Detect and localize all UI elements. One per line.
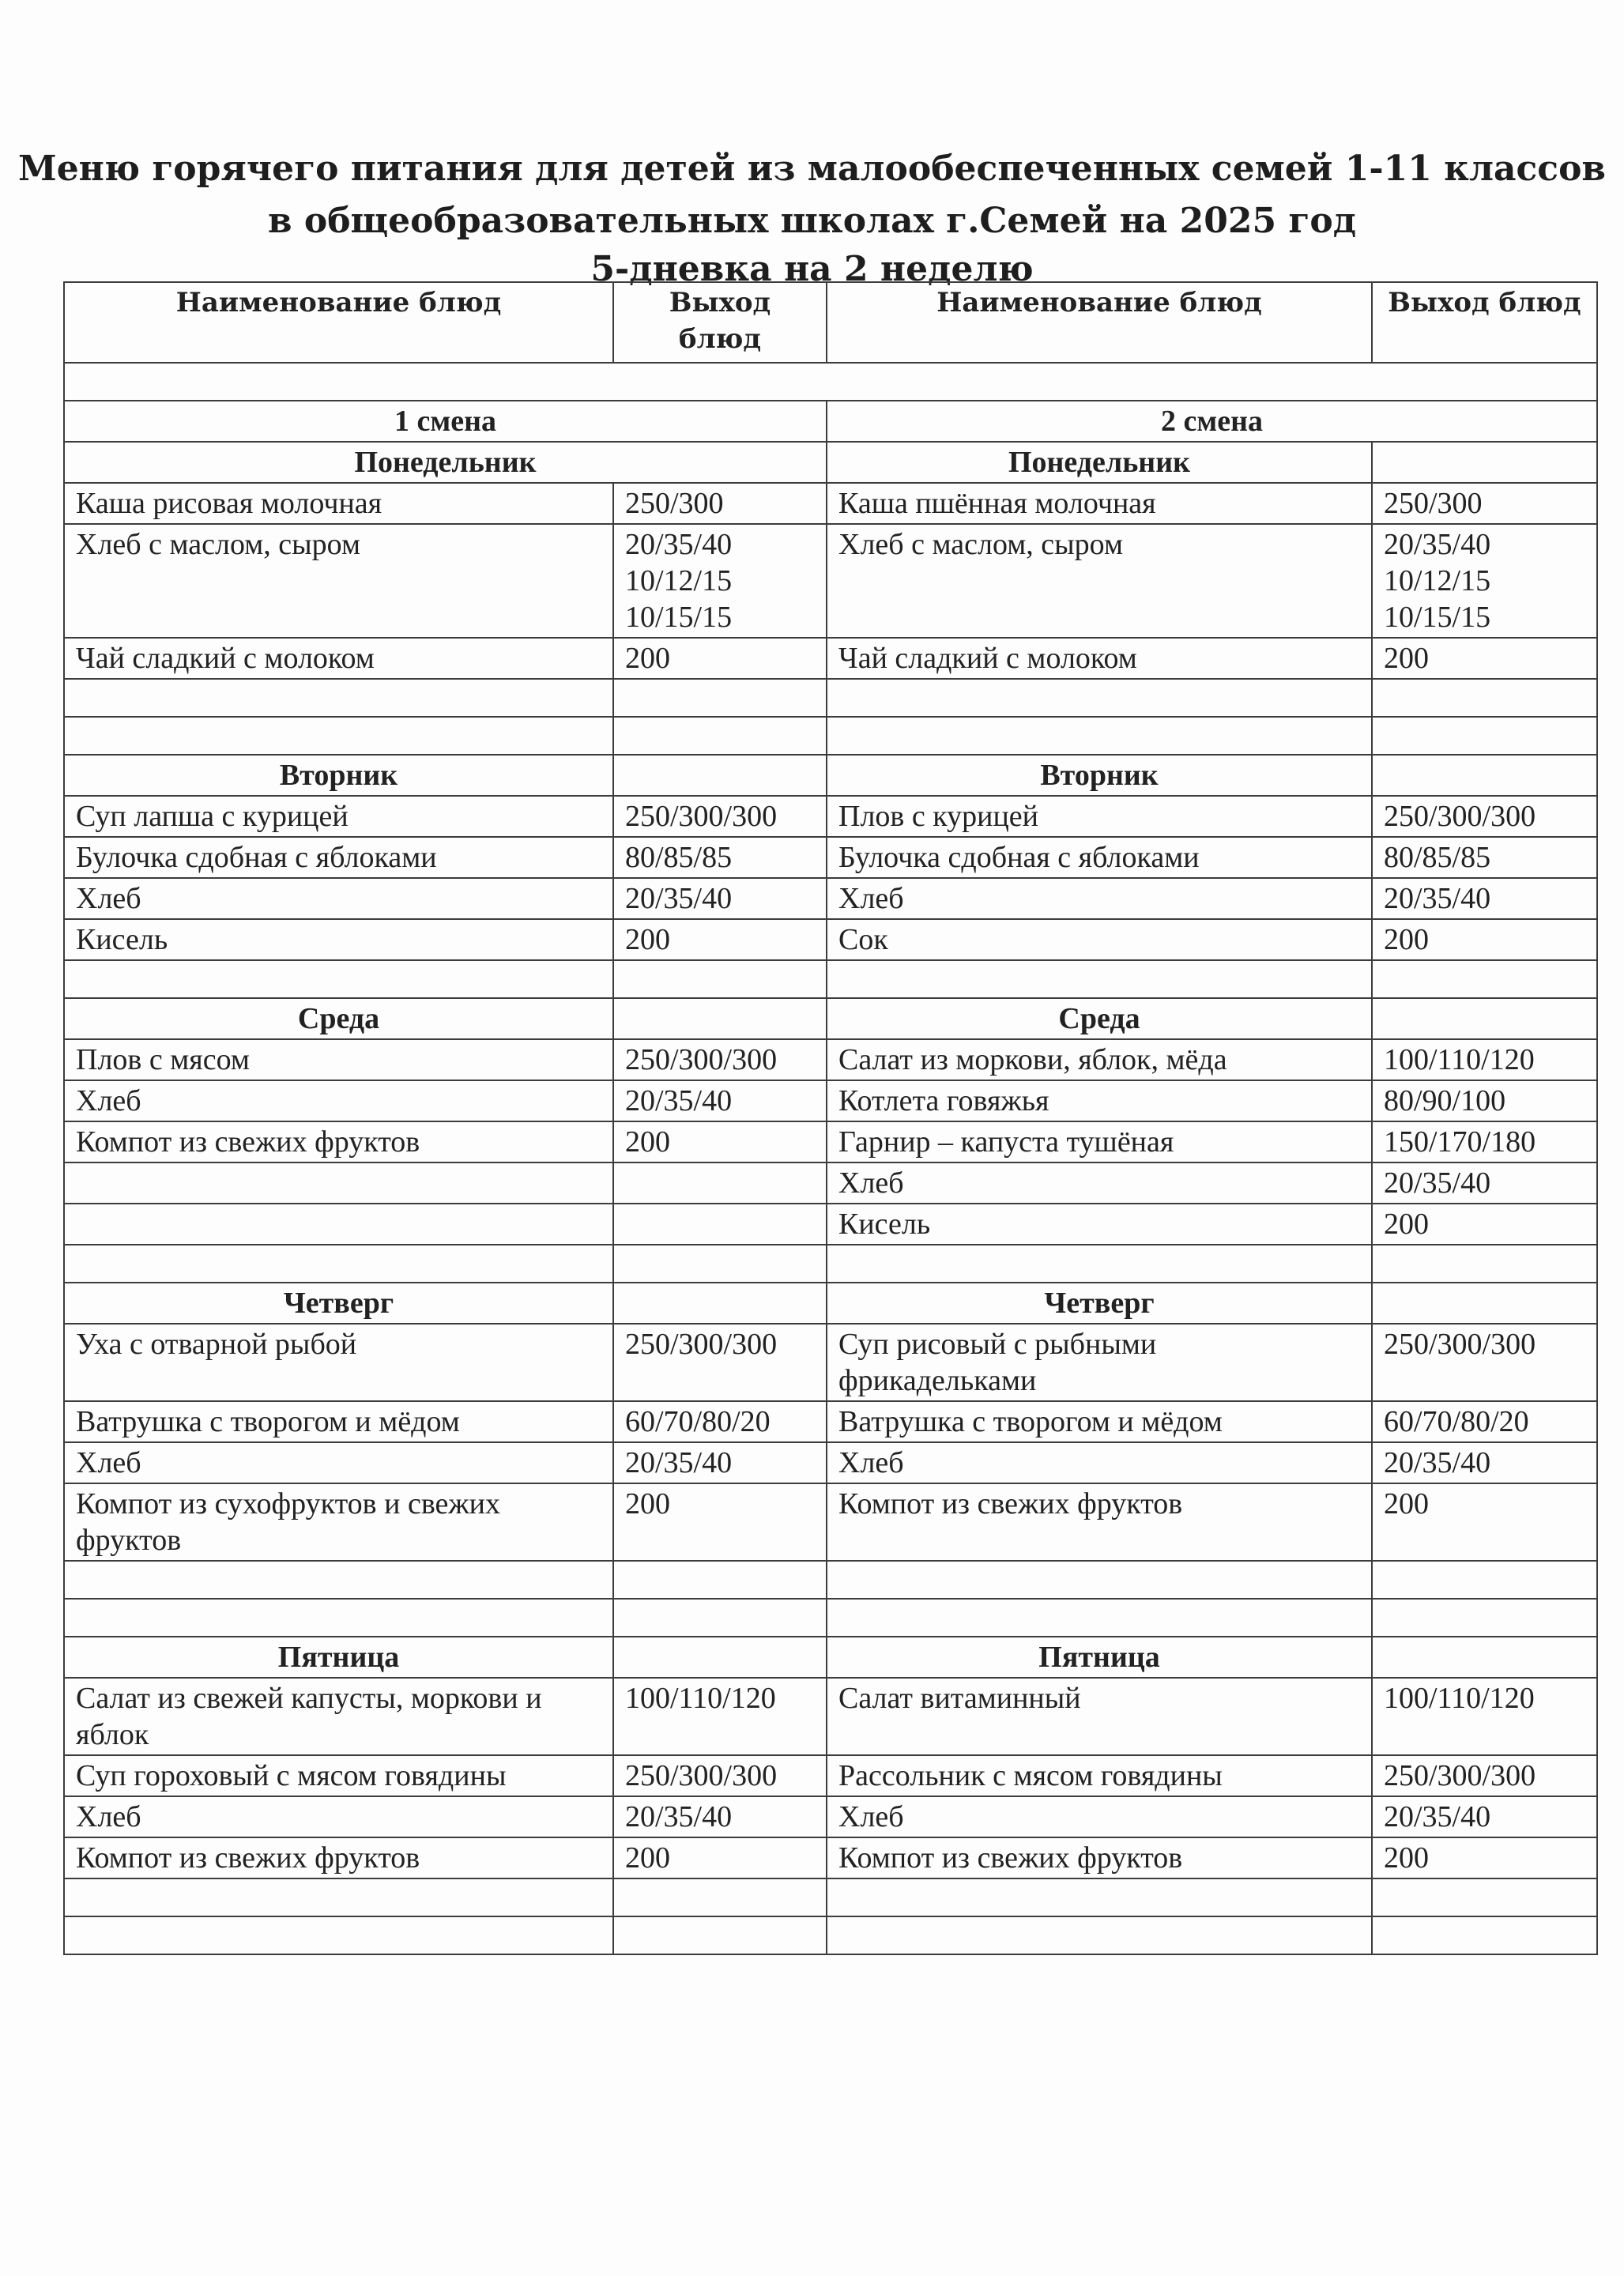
- dish-output: 200: [613, 1483, 827, 1561]
- spacer-row: [64, 363, 1597, 401]
- day-monday: Понедельник: [64, 442, 827, 483]
- empty-row: [64, 1599, 1597, 1637]
- shift-1-label: 1 смена: [64, 401, 827, 442]
- empty-row: [64, 679, 1597, 717]
- dish-output: 250/300: [1372, 483, 1597, 524]
- table-row: [64, 919, 1597, 960]
- dish-output: 200: [613, 1121, 827, 1162]
- table-row: [64, 796, 1597, 837]
- dish-name: Чай сладкий с молоком: [64, 638, 613, 679]
- dish-output: 20/35/40: [1372, 1796, 1597, 1837]
- dish-output: 200: [1372, 1483, 1597, 1561]
- table-row: [64, 1121, 1597, 1162]
- day-thursday: Четверг: [64, 1283, 613, 1324]
- output-value: 20/35/40: [1384, 528, 1491, 561]
- dish-output: 20/35/40: [613, 878, 827, 919]
- dish-output: 250/300/300: [613, 1324, 827, 1401]
- empty-row: [64, 1245, 1597, 1283]
- empty-row: [64, 1916, 1597, 1954]
- day-monday: Понедельник: [827, 442, 1372, 483]
- day-row: [64, 1637, 1597, 1678]
- dish-name: Компот из свежих фруктов: [64, 1837, 613, 1878]
- dish-name: Рассольник с мясом говядины: [827, 1755, 1372, 1796]
- output-value: 10/15/15: [1384, 601, 1491, 634]
- dish-output: 80/90/100: [1372, 1080, 1597, 1121]
- output-value: 10/12/15: [1384, 564, 1491, 597]
- dish-name: Булочка сдобная с яблоками: [827, 837, 1372, 878]
- dish-output: 100/110/120: [1372, 1678, 1597, 1755]
- dish-output: 200: [613, 919, 827, 960]
- day-wednesday: Среда: [827, 998, 1372, 1039]
- dish-name-header: Наименование блюд: [64, 282, 613, 363]
- document-title: Меню горячего питания для детей из малообеспеченных семей 1-11 классов: [17, 149, 1606, 189]
- table-row: [64, 1039, 1597, 1080]
- dish-name: Компот из свежих фруктов: [827, 1837, 1372, 1878]
- day-tuesday: Вторник: [64, 755, 613, 796]
- dish-name: Хлеб: [827, 1796, 1372, 1837]
- dish-output: [613, 524, 827, 638]
- table-row: [64, 1837, 1597, 1878]
- dish-name: Сок: [827, 919, 1372, 960]
- dish-name: Уха с отварной рыбой: [64, 1324, 613, 1401]
- day-row: [64, 1283, 1597, 1324]
- dish-name: Компот из сухофруктов и свежих фруктов: [64, 1483, 613, 1561]
- dish-name: Хлеб: [64, 1796, 613, 1837]
- dish-name: Хлеб: [64, 1080, 613, 1121]
- dish-name: Ватрушка с творогом и мёдом: [827, 1401, 1372, 1442]
- dish-output: 100/110/120: [1372, 1039, 1597, 1080]
- table-row: [64, 1080, 1597, 1121]
- dish-name: Суп гороховый с мясом говядины: [64, 1755, 613, 1796]
- dish-output: 200: [1372, 1837, 1597, 1878]
- table-row: [64, 1678, 1597, 1755]
- output-value: 10/15/15: [625, 601, 733, 634]
- dish-name: Хлеб: [827, 878, 1372, 919]
- dish-name: Каша пшённая молочная: [827, 483, 1372, 524]
- dish-output: 250/300: [613, 483, 827, 524]
- table-row: [64, 1162, 1597, 1204]
- dish-name: Кисель: [827, 1204, 1372, 1245]
- week-label: 5-дневка на 2 неделю: [590, 249, 1034, 289]
- dish-output: 80/85/85: [613, 837, 827, 878]
- dish-output: 250/300/300: [613, 796, 827, 837]
- column-header-row: [64, 282, 1597, 363]
- dish-output: [1372, 524, 1597, 638]
- dish-name: Хлеб с маслом, сыром: [827, 524, 1372, 638]
- output-header: Выход блюд: [613, 282, 827, 363]
- dish-output: 200: [613, 1837, 827, 1878]
- empty-row: [64, 960, 1597, 998]
- empty-row: [64, 1561, 1597, 1599]
- dish-output: 250/300/300: [613, 1039, 827, 1080]
- dish-name: Плов с курицей: [827, 796, 1372, 837]
- dish-output: 20/35/40: [1372, 878, 1597, 919]
- dish-name: Салат витаминный: [827, 1678, 1372, 1755]
- dish-output: 150/170/180: [1372, 1121, 1597, 1162]
- output-value: 10/12/15: [625, 564, 733, 597]
- dish-name: Суп рисовый с рыбными фрикадельками: [827, 1324, 1372, 1401]
- dish-output: 60/70/80/20: [613, 1401, 827, 1442]
- dish-name-header: Наименование блюд: [827, 282, 1372, 363]
- table-row: [64, 1324, 1597, 1401]
- dish-name: Булочка сдобная с яблоками: [64, 837, 613, 878]
- output-value: 20/35/40: [625, 528, 733, 561]
- dish-output: 250/300/300: [1372, 1324, 1597, 1401]
- day-row: [64, 755, 1597, 796]
- table-row: [64, 483, 1597, 524]
- shift-2-label: 2 смена: [827, 401, 1597, 442]
- dish-name: Компот из свежих фруктов: [827, 1483, 1372, 1561]
- dish-output: 250/300/300: [613, 1755, 827, 1796]
- dish-output: 200: [1372, 1204, 1597, 1245]
- table-row: [64, 638, 1597, 679]
- dish-name: Хлеб с маслом, сыром: [64, 524, 613, 638]
- dish-output: 20/35/40: [613, 1796, 827, 1837]
- day-row: [64, 442, 1597, 483]
- day-tuesday: Вторник: [827, 755, 1372, 796]
- empty-row: [64, 1878, 1597, 1916]
- dish-name: Компот из свежих фруктов: [64, 1121, 613, 1162]
- dish-name: Хлеб: [827, 1162, 1372, 1204]
- table-row: [64, 1442, 1597, 1483]
- table-row: [64, 1401, 1597, 1442]
- day-thursday: Четверг: [827, 1283, 1372, 1324]
- dish-name: Каша рисовая молочная: [64, 483, 613, 524]
- document-subtitle: в общеобразовательных школах г.Семей на 2025 год: [267, 201, 1357, 241]
- dish-name: Суп лапша с курицей: [64, 796, 613, 837]
- dish-output: 250/300/300: [1372, 1755, 1597, 1796]
- dish-name: Хлеб: [827, 1442, 1372, 1483]
- dish-output: 250/300/300: [1372, 796, 1597, 837]
- table-row: [64, 1755, 1597, 1796]
- table-row: [64, 524, 1597, 638]
- dish-name: Гарнир – капуста тушёная: [827, 1121, 1372, 1162]
- dish-name: Хлеб: [64, 878, 613, 919]
- dish-output: 200: [613, 638, 827, 679]
- dish-output: 200: [1372, 638, 1597, 679]
- dish-output: 20/35/40: [613, 1442, 827, 1483]
- table-row: [64, 1796, 1597, 1837]
- dish-name: Ватрушка с творогом и мёдом: [64, 1401, 613, 1442]
- day-wednesday: Среда: [64, 998, 613, 1039]
- dish-name: Салат из моркови, яблок, мёда: [827, 1039, 1372, 1080]
- day-row: [64, 998, 1597, 1039]
- dish-output: 20/35/40: [613, 1080, 827, 1121]
- day-friday: Пятница: [64, 1637, 613, 1678]
- dish-name: Салат из свежей капусты, моркови и яблок: [64, 1678, 613, 1755]
- dish-name: Кисель: [64, 919, 613, 960]
- dish-output: 20/35/40: [1372, 1442, 1597, 1483]
- dish-name: Плов с мясом: [64, 1039, 613, 1080]
- output-header: Выход блюд: [1372, 282, 1597, 363]
- day-friday: Пятница: [827, 1637, 1372, 1678]
- menu-table: [63, 281, 1598, 1955]
- dish-output: 20/35/40: [1372, 1162, 1597, 1204]
- shift-row: [64, 401, 1597, 442]
- dish-name: Чай сладкий с молоком: [827, 638, 1372, 679]
- dish-name: Котлета говяжья: [827, 1080, 1372, 1121]
- empty-row: [64, 717, 1597, 755]
- dish-output: 80/85/85: [1372, 837, 1597, 878]
- table-row: [64, 1483, 1597, 1561]
- table-row: [64, 837, 1597, 878]
- table-row: [64, 878, 1597, 919]
- dish-name: Хлеб: [64, 1442, 613, 1483]
- dish-output: 100/110/120: [613, 1678, 827, 1755]
- dish-output: 200: [1372, 919, 1597, 960]
- dish-output: 60/70/80/20: [1372, 1401, 1597, 1442]
- table-row: [64, 1204, 1597, 1245]
